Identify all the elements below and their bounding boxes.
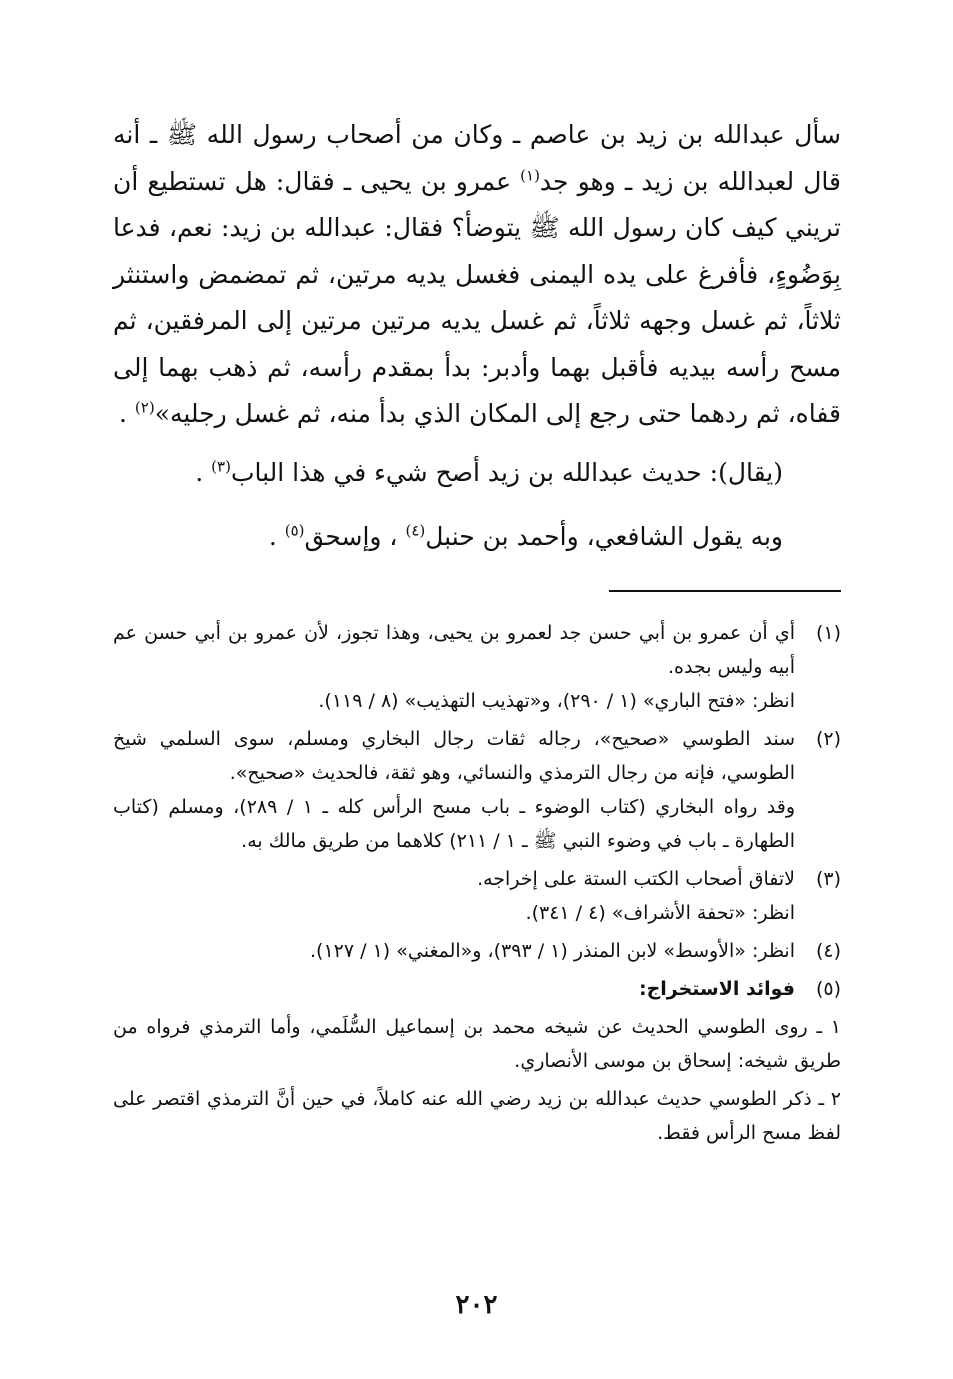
main-text — [113, 112, 841, 561]
hadith-paragraph — [113, 112, 841, 438]
footnote-3-text: لاتفاق أصحاب الكتب الستة على إخراجه. — [477, 868, 795, 890]
scholars-paragraph — [113, 514, 841, 561]
footnote-3-reference: انظر: «تحفة الأشراف» (٤ / ٣٤١). — [525, 902, 795, 924]
footnote-1-number: (١) — [815, 622, 841, 644]
footnote-divider — [609, 590, 841, 592]
footnote-ref-5[interactable]: (٥) — [284, 521, 305, 540]
scholars-text-part-1: وبه يقول الشافعي، وأحمد بن حنبل — [425, 522, 783, 551]
footnote-2-text: سند الطوسي «صحيح»، رجاله ثقات رجال البخاري ومسلم، سوى السلمي شيخ الطوسي، فإنه من رجال الترمذي والنسائي، وهو ثقة، فالحديث «صحيح». — [113, 728, 795, 784]
footnote-ref-2[interactable]: (٢) — [134, 398, 155, 417]
footnote-4-number: (٤) — [815, 940, 841, 962]
footnote-3-number: (٣) — [815, 868, 841, 890]
footnote-5-number: (٥) — [815, 978, 841, 1000]
footnote-3 — [113, 862, 841, 930]
footnote-5-heading: فوائد الاستخراج: — [638, 978, 795, 1000]
grading-text-end: . — [195, 457, 212, 487]
footnote-4-text: انظر: «الأوسط» لابن المنذر (١ / ٣٩٣)، و«المغني» (١ / ١٢٧). — [310, 940, 795, 962]
extraction-point-2: ٢ ـ ذكر الطوسي حديث عبدالله بن زيد رضي الله عنه كاملاً، في حين أنَّ الترمذي اقتصر على لفظ مسح الرأس فقط. — [113, 1088, 841, 1144]
scholars-text-part-2: ، وإسحق — [304, 522, 406, 551]
footnote-ref-1[interactable]: (١) — [520, 166, 540, 185]
hadith-text-part-2: عمرو بن يحيى ـ فقال: هل تستطيع أن تريني كيف كان رسول الله ﷺ يتوضأ؟ فقال: عبدالله بن زيد: نعم، فدعا بِوَضُوءٍ، فأفرغ على يده اليمنى فغسل يديه مرتين، ثم تمضمض واستنثر ثلاثاً، ثم غسل وجهه ثلاثاً، ثم غسل يديه مرتين مرتين إلى المرفقين، ثم مسح رأسه بيديه فأقبل بهما وأدبر: بدأ بمقدم رأسه، ثم ذهب بهما إلى قفاه، ثم ردهما حتى رجع إلى المكان الذي بدأ منه، ثم غسل رجليه» — [113, 166, 841, 428]
footnotes-section — [113, 616, 841, 1154]
extraction-point-1: ١ ـ روى الطوسي الحديث عن شيخه محمد بن إسماعيل السُّلَمي، وأما الترمذي فرواه من طريق شيخه: إسحاق بن موسى الأنصاري. — [113, 1016, 841, 1072]
page-number: ٢٠٢ — [455, 1290, 498, 1320]
footnote-5 — [113, 972, 841, 1006]
hadith-text-part-1: سأل عبدالله بن زيد بن عاصم ـ وكان من أصحاب رسول الله ﷺ ـ أنه قال لعبدالله بن زيد ـ وهو جد — [113, 120, 841, 196]
footnote-ref-4[interactable]: (٤) — [405, 521, 426, 540]
footnote-2-number: (٢) — [815, 728, 841, 750]
grading-paragraph — [113, 450, 841, 497]
footnote-1-reference: انظر: «فتح الباري» (١ / ٢٩٠)، و«تهذيب التهذيب» (٨ / ١١٩). — [318, 690, 795, 712]
footnote-4 — [113, 934, 841, 968]
scholars-text-end: . — [268, 522, 285, 551]
footnote-2 — [113, 722, 841, 858]
footnote-ref-3[interactable]: (٣) — [211, 457, 231, 476]
footnote-2-reference: وقد رواه البخاري (كتاب الوضوء ـ باب مسح الرأس كله ـ ١ / ٢٨٩)، ومسلم (كتاب الطهارة ـ باب في وضوء النبي ﷺ ـ ١ / ٢١١) كلاهما من طريق مالك به. — [113, 796, 796, 852]
hadith-text-end: . — [119, 399, 135, 428]
grading-text: (يقال): حديث عبدالله بن زيد أصح شيء في هذا الباب — [230, 457, 783, 487]
footnote-1 — [113, 616, 841, 718]
footnote-1-text: أي أن عمرو بن أبي حسن جد لعمرو بن يحيى، وهذا تجوز، لأن عمرو بن أبي حسن عم أبيه وليس بجده. — [113, 622, 795, 678]
